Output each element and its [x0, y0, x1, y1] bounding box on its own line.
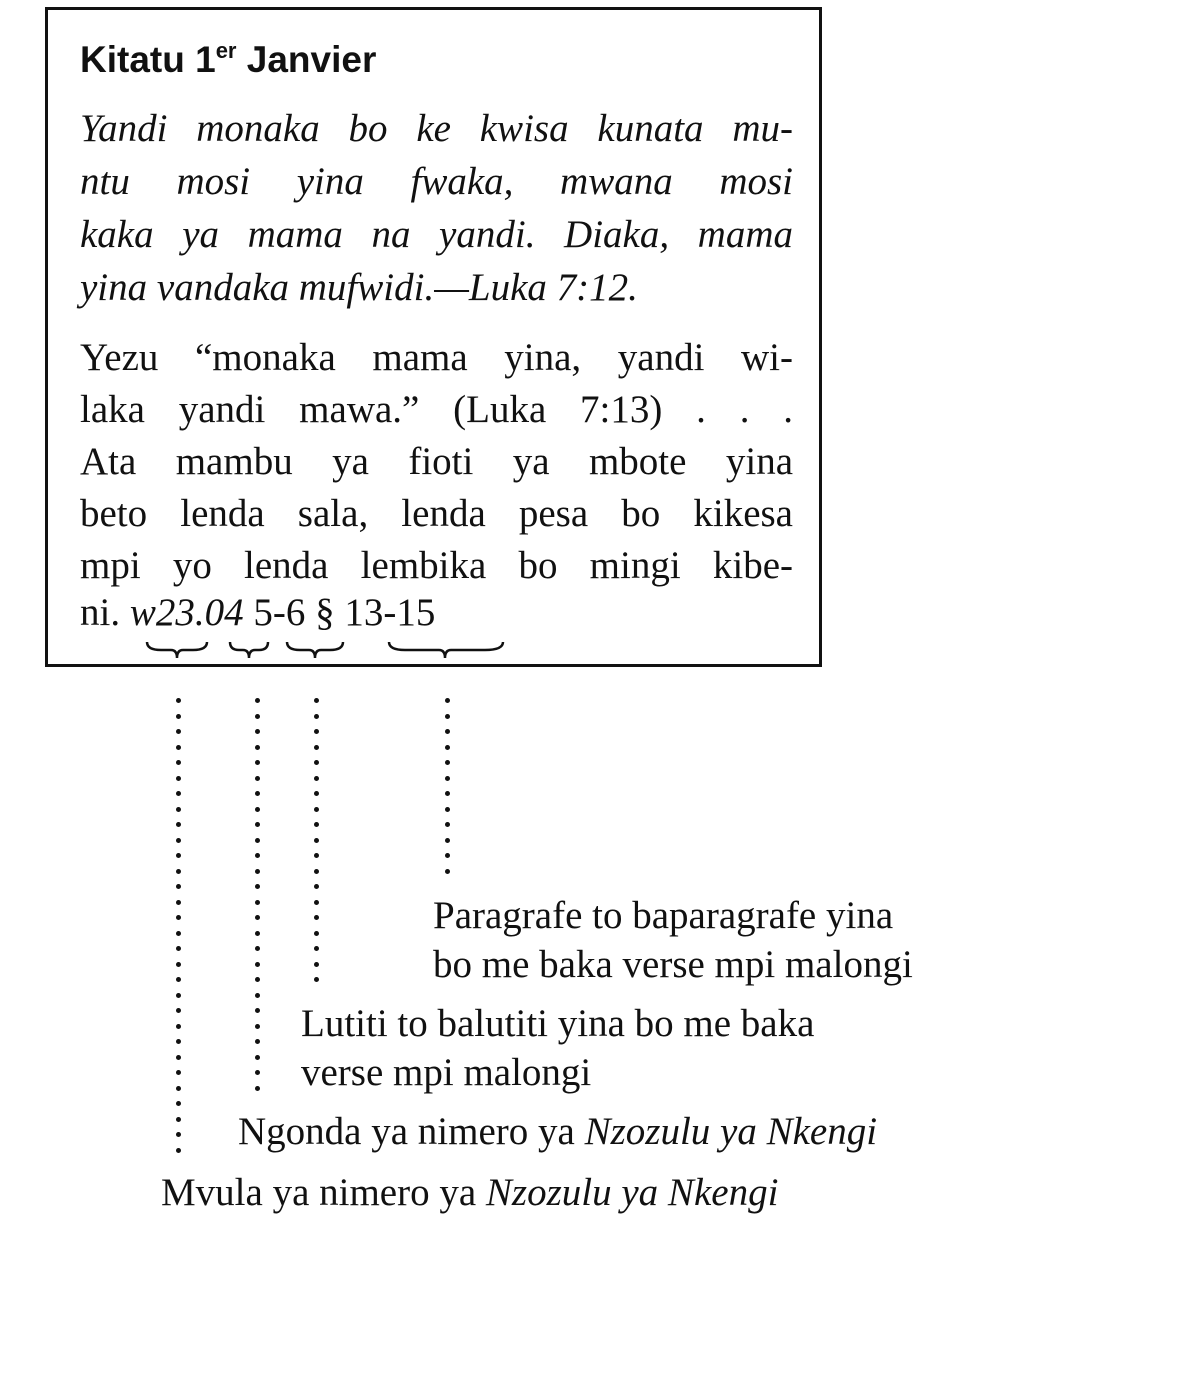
leader-dot [176, 946, 181, 951]
leader-dot [255, 776, 260, 781]
leader-dot [176, 760, 181, 765]
leader-dots-paragraphs [445, 698, 451, 878]
leader-dot [255, 729, 260, 734]
verse-line: kaka ya mama na yandi. Diaka, mama [80, 213, 793, 256]
label-pages-line1: Lutiti to balutiti yina bo me baka [301, 1002, 815, 1045]
leader-dot [314, 745, 319, 750]
leader-dot [314, 791, 319, 796]
leader-dot [176, 884, 181, 889]
leader-dot [255, 1039, 260, 1044]
leader-dot [255, 915, 260, 920]
leader-dots-year [176, 698, 182, 1153]
brace-paragraphs [387, 640, 505, 662]
leader-dot [314, 900, 319, 905]
leader-dot [176, 993, 181, 998]
brace-year [145, 640, 209, 662]
leader-dot [314, 946, 319, 951]
leader-dot [176, 1008, 181, 1013]
issue-month: 04 [204, 591, 244, 634]
leader-dot [176, 698, 181, 703]
comment-line: Ata mambu ya fioti ya mbote yina [80, 440, 793, 483]
leader-dot [176, 1148, 181, 1153]
leader-dot [445, 853, 450, 858]
pages: 5-6 [253, 591, 306, 634]
leader-dot [176, 714, 181, 719]
leader-dot [176, 745, 181, 750]
brace-pages [285, 640, 345, 662]
leader-dot [255, 1055, 260, 1060]
leader-dot [314, 822, 319, 827]
label-issue-month: Ngonda ya nimero ya Nzozulu ya Nkengi [238, 1110, 878, 1153]
paragraphs: 13-15 [344, 591, 436, 634]
leader-dot [255, 977, 260, 982]
label-issue-year: Mvula ya nimero ya Nzozulu ya Nkengi [161, 1171, 779, 1214]
leader-dot [255, 962, 260, 967]
leader-dot [255, 853, 260, 858]
leader-dot [176, 1024, 181, 1029]
leader-dot [176, 931, 181, 936]
leader-dot [176, 1055, 181, 1060]
leader-dot [314, 853, 319, 858]
label-paragraphs-line1: Paragrafe to baparagrafe yina [433, 894, 894, 937]
leader-dot [314, 931, 319, 936]
leader-dot [445, 791, 450, 796]
leader-dot [176, 776, 181, 781]
leader-dot [255, 1086, 260, 1091]
leader-dot [255, 884, 260, 889]
leader-dot [255, 760, 260, 765]
verse-line: Yandi monaka bo ke kwisa kunata mu- [80, 107, 793, 150]
leader-dot [255, 900, 260, 905]
leader-dot [445, 776, 450, 781]
leader-dot [255, 838, 260, 843]
leader-dot [255, 822, 260, 827]
leader-dot [314, 807, 319, 812]
leader-dot [176, 1070, 181, 1075]
issue-year: w23 [129, 591, 195, 634]
leader-dot [255, 946, 260, 951]
label-pages-line2: verse mpi malongi [301, 1051, 592, 1094]
verse-line: ntu mosi yina fwaka, mwana mosi [80, 160, 793, 203]
leader-dot [255, 807, 260, 812]
leader-dot [176, 1132, 181, 1137]
leader-dot [255, 869, 260, 874]
leader-dot [255, 1024, 260, 1029]
leader-dot [445, 729, 450, 734]
leader-dot [314, 977, 319, 982]
leader-dot [176, 869, 181, 874]
leader-dot [176, 838, 181, 843]
leader-dot [314, 760, 319, 765]
leader-dot [176, 822, 181, 827]
leader-dot [255, 791, 260, 796]
leader-dot [255, 714, 260, 719]
comment-line: Yezu “monaka mama yina, yandi wi- [80, 336, 793, 379]
reference-line: ni. w23.04 5-6 § 13-15 [80, 591, 436, 634]
leader-dot [176, 1039, 181, 1044]
leader-dot [314, 776, 319, 781]
leader-dot [176, 791, 181, 796]
leader-dot [176, 1086, 181, 1091]
leader-dot [176, 1101, 181, 1106]
leader-dot [176, 729, 181, 734]
leader-dot [255, 931, 260, 936]
leader-dot [445, 698, 450, 703]
leader-dot [445, 760, 450, 765]
comment-line: beto lenda sala, lenda pesa bo kikesa [80, 492, 793, 535]
leader-dot [445, 838, 450, 843]
leader-dot [314, 962, 319, 967]
label-paragraphs-line2: bo me baka verse mpi malongi [433, 943, 913, 986]
leader-dot [445, 745, 450, 750]
leader-dot [314, 838, 319, 843]
leader-dot [255, 1070, 260, 1075]
leader-dot [314, 915, 319, 920]
leader-dot [176, 977, 181, 982]
leader-dot [255, 698, 260, 703]
leader-dot [176, 807, 181, 812]
leader-dot [445, 822, 450, 827]
date-heading: Kitatu 1er Janvier [80, 38, 377, 80]
leader-dot [176, 900, 181, 905]
leader-dot [255, 993, 260, 998]
leader-dots-pages [314, 698, 320, 978]
comment-line: laka yandi mawa.” (Luka 7:13) . . . [80, 388, 793, 431]
leader-dot [176, 853, 181, 858]
leader-dot [255, 745, 260, 750]
leader-dot [314, 714, 319, 719]
leader-dots-month [255, 698, 261, 1088]
leader-dot [314, 698, 319, 703]
leader-dot [445, 714, 450, 719]
comment-line: mpi yo lenda lembika bo mingi kibe- [80, 544, 793, 587]
leader-dot [176, 915, 181, 920]
leader-dot [314, 869, 319, 874]
leader-dot [314, 884, 319, 889]
leader-dot [176, 962, 181, 967]
brace-month [228, 640, 270, 662]
leader-dot [255, 1008, 260, 1013]
leader-dot [445, 869, 450, 874]
verse-line: yina vandaka mufwidi.—Luka 7:12. [80, 266, 638, 309]
leader-dot [445, 807, 450, 812]
leader-dot [176, 1117, 181, 1122]
leader-dot [314, 729, 319, 734]
